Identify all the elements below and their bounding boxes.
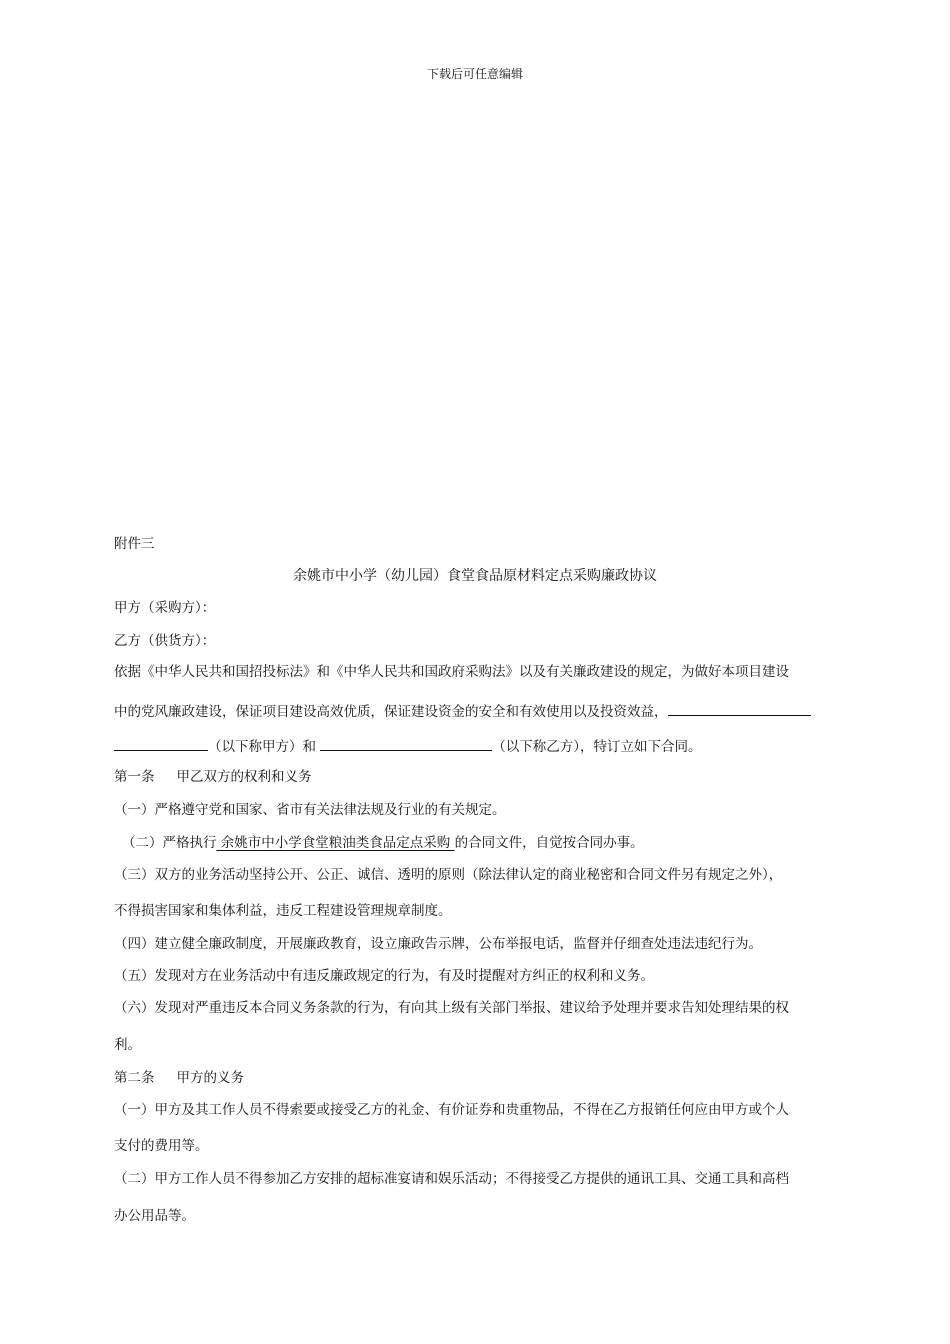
intro-line-3-text-b: （以下称乙方），特订立如下合同。 bbox=[492, 739, 702, 755]
article-1-item-2-suffix: 的合同文件，自觉按合同办事。 bbox=[454, 835, 644, 851]
intro-line-2-text: 中的党风廉政建设，保证项目建设高效优质，保证建设资金的安全和有效使用以及投资效益， bbox=[114, 704, 668, 720]
page-header-note: 下载后可任意编辑 bbox=[426, 67, 523, 81]
article-1-item-3-line-2: 不得损害国家和集体利益，违反工程建设管理规章制度。 bbox=[114, 903, 452, 919]
article-1-item-5: （五）发现对方在业务活动中有违反廉政规定的行为，有及时提醒对方纠正的权利和义务。 bbox=[114, 968, 654, 984]
article-1-number: 第一条 bbox=[114, 769, 155, 785]
article-1-item-4: （四）建立健全廉政制度，开展廉政教育，设立廉政告示牌，公布举报电话，监督并仔细查处违法违纪行为。 bbox=[114, 936, 762, 952]
party-a-label: 甲方（采购方）： bbox=[114, 600, 216, 616]
attachment-label: 附件三 bbox=[114, 536, 155, 552]
article-2-item-1-line-2: 支付的费用等。 bbox=[114, 1138, 209, 1154]
article-1-title: 甲乙双方的权利和义务 bbox=[176, 769, 312, 785]
party-b-name-blank bbox=[320, 736, 492, 751]
article-2-heading bbox=[114, 1069, 244, 1087]
article-2-item-2-line-1: （二）甲方工作人员不得参加乙方安排的超标准宴请和娱乐活动；不得接受乙方提供的通讯工具、交通工具和高档 bbox=[114, 1171, 789, 1187]
procurement-project-name: 余姚市中小学食堂粮油类食品定点采购 bbox=[216, 835, 455, 851]
article-2-title: 甲方的义务 bbox=[176, 1070, 244, 1086]
article-2-item-1-line-1: （一）甲方及其工作人员不得索要或接受乙方的礼金、有价证券和贵重物品，不得在乙方报销任何应由甲方或个人 bbox=[114, 1102, 789, 1118]
article-2-number: 第二条 bbox=[114, 1070, 155, 1086]
article-1-item-6-line-1: （六）发现对严重违反本合同义务条款的行为，有向其上级有关部门举报、建议给予处理并要求告知处理结果的权 bbox=[114, 1000, 789, 1016]
article-1-item-1: （一）严格遵守党和国家、省市有关法律法规及行业的有关规定。 bbox=[114, 802, 506, 818]
intro-paragraph-line-2 bbox=[114, 701, 811, 721]
intro-paragraph-line-1: 依据《中华人民共和国招投标法》和《中华人民共和国政府采购法》以及有关廉政建设的规定，为做好本项目建设 bbox=[114, 664, 789, 680]
document-title: 余姚市中小学（幼儿园）食堂食品原材料定点采购廉政协议 bbox=[293, 568, 657, 584]
intro-paragraph-line-3 bbox=[114, 736, 702, 756]
article-1-item-3-line-1: （三）双方的业务活动坚持公开、公正、诚信、透明的原则（除法律认定的商业秘密和合同文件另有规定之外）， bbox=[114, 867, 783, 883]
article-1-item-2 bbox=[122, 834, 644, 852]
article-1-heading bbox=[114, 768, 312, 786]
party-b-label: 乙方（供货方）： bbox=[114, 633, 216, 649]
party-a-name-blank bbox=[668, 701, 811, 716]
article-1-item-6-line-2: 利。 bbox=[114, 1037, 141, 1053]
article-1-item-2-prefix: （二）严格执行 bbox=[122, 835, 217, 851]
intro-line-3-text-a: （以下称甲方）和 bbox=[208, 739, 316, 755]
party-a-name-blank-continued bbox=[114, 736, 208, 751]
article-2-item-2-line-2: 办公用品等。 bbox=[114, 1208, 195, 1224]
